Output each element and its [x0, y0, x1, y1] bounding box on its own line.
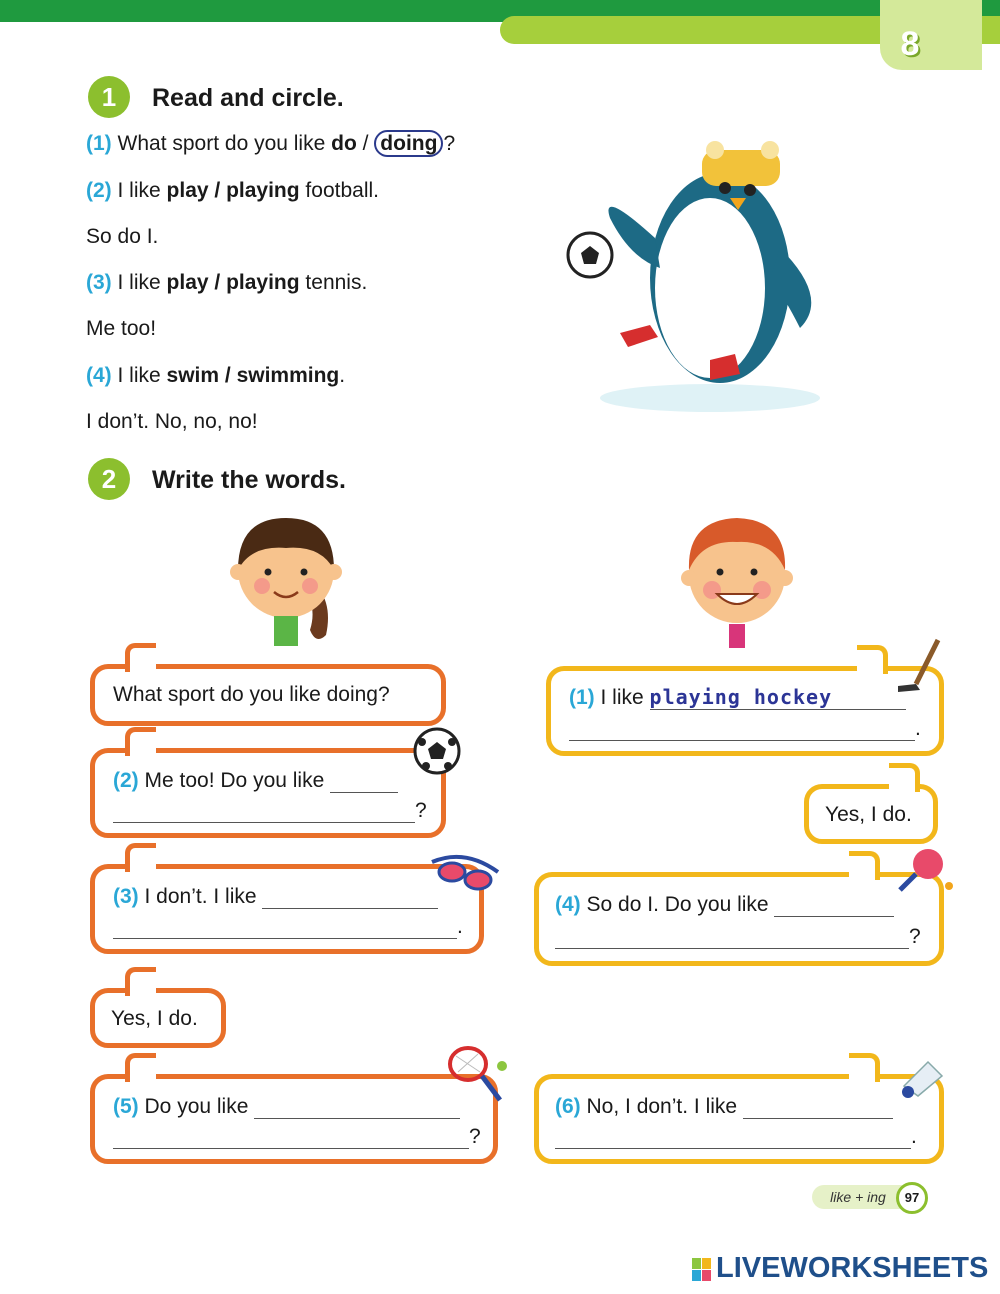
penguin-illustration [560, 128, 830, 418]
exercise-line-3: (3) I like play / playing tennis. [86, 271, 368, 294]
answer-blank[interactable] [113, 1148, 469, 1149]
grammar-tag: like + ing [812, 1185, 904, 1209]
liveworksheets-logo-icon [692, 1258, 712, 1282]
answer-blank[interactable] [569, 740, 915, 741]
soccer-ball-icon [568, 233, 612, 277]
unit-number: 8 [900, 25, 920, 63]
girl-avatar [226, 510, 356, 650]
tennis-racket-icon [444, 1042, 512, 1106]
liveworksheets-brand[interactable]: LIVEWORKSHEETS [716, 1252, 989, 1284]
option-playing[interactable]: playing [226, 179, 300, 202]
option-play[interactable]: play [166, 179, 209, 202]
answer-blank[interactable] [555, 948, 909, 949]
section-2-number: 2 [88, 458, 130, 500]
speech-bubble-boy-3: (4) So do I. Do you like ? [534, 872, 944, 966]
speech-bubble-girl-5: (5) Do you like ? [90, 1074, 498, 1164]
answer-blank[interactable] [743, 1118, 893, 1119]
answer-blank[interactable] [330, 792, 398, 793]
option-swim[interactable]: swim [166, 364, 220, 387]
option-swimming[interactable]: swimming [236, 364, 340, 387]
speech-bubble-boy-2 [804, 784, 938, 844]
ping-pong-paddle-icon [894, 846, 956, 896]
swimming-goggles-icon [428, 852, 502, 896]
shuttlecock-icon [898, 1056, 948, 1100]
response-line: Me too! [86, 317, 157, 340]
hockey-stick-icon [894, 636, 944, 694]
answer-field-hockey[interactable]: playing hockey [650, 685, 906, 710]
speech-bubble-boy-4: (6) No, I don’t. I like . [534, 1074, 944, 1164]
option-play[interactable]: play [166, 271, 209, 294]
speech-bubble-boy-1: (1) I like playing hockey . [546, 666, 944, 756]
speech-bubble-girl-1 [90, 664, 446, 726]
circled-answer[interactable]: doing [374, 130, 443, 157]
bubble-text: Yes, I do. [111, 1007, 198, 1030]
section-1-title: Read and circle. [152, 84, 344, 112]
bubble-text: Yes, I do. [825, 803, 912, 826]
speech-bubble-girl-4 [90, 988, 226, 1048]
soccer-ball-icon [412, 726, 462, 776]
exercise-line-4: (4) I like swim / swimming. [86, 364, 346, 387]
answer-blank[interactable] [555, 1148, 911, 1149]
exercise-line-1: (1) What sport do you like do / doing ? [86, 132, 456, 155]
section-2-title: Write the words. [152, 466, 347, 494]
option-playing[interactable]: playing [226, 271, 300, 294]
page-number: 97 [896, 1182, 928, 1214]
bubble-text: What sport do you like doing? [113, 683, 390, 706]
exercise-line-2: (2) I like play / playing football. [86, 179, 379, 202]
boy-avatar [672, 510, 802, 650]
response-line: So do I. [86, 225, 159, 248]
answer-blank[interactable] [262, 908, 438, 909]
answer-blank[interactable] [113, 938, 457, 939]
answer-blank[interactable] [113, 822, 415, 823]
answer-blank[interactable] [254, 1118, 460, 1119]
section-1-number: 1 [88, 76, 130, 118]
speech-bubble-girl-3: (3) I don’t. I like . [90, 864, 484, 954]
answer-blank[interactable] [774, 916, 894, 917]
speech-bubble-girl-2: (2) Me too! Do you like ? [90, 748, 446, 838]
response-line: I don’t. No, no, no! [86, 410, 258, 433]
